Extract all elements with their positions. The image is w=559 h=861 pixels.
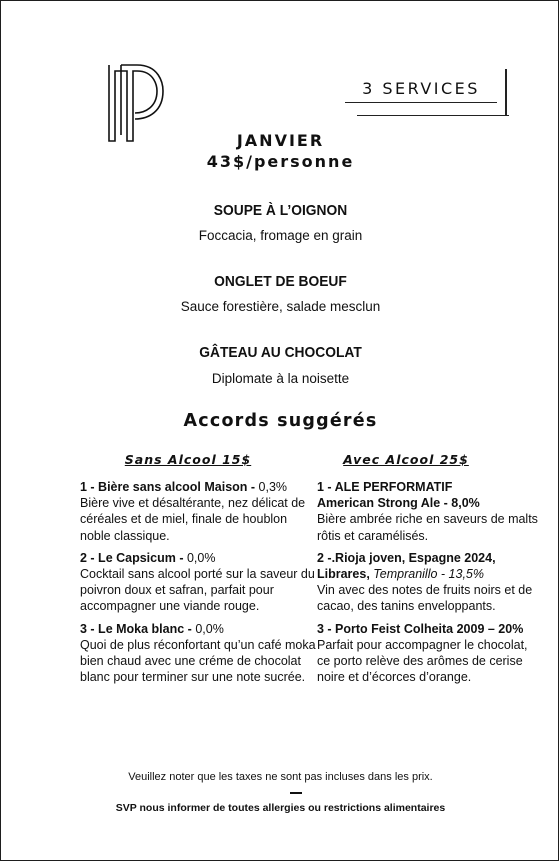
non-alcoholic-heading: Sans Alcool 15$ — [124, 452, 252, 467]
item-name: 3 - Le Moka blanc - — [80, 621, 192, 636]
menu-month: JANVIER — [236, 131, 325, 150]
item-description: Cocktail sans alcool porté sur la saveur du poivron doux et safran, parfait pour accompagner une viande rouge. — [80, 567, 315, 614]
list-item — [317, 621, 543, 686]
item-description: Vin avec des notes de fruits noirs et de cacao, des tanins enveloppants. — [317, 583, 533, 614]
dish-2-title: ONGLET DE BOEUF — [214, 273, 347, 290]
item-abv: 0,0% — [191, 621, 224, 636]
item-description: Bière vive et désaltérante, nez délicat de céréales et de miel, finale de houblon noble classique. — [80, 496, 306, 543]
divider — [290, 792, 302, 794]
list-item — [80, 621, 316, 686]
allergy-note: SVP nous informer de toutes allergies ou restrictions alimentaires — [115, 802, 446, 814]
item-name: 1 - Bière sans alcool Maison - — [80, 480, 256, 494]
alcoholic-heading: Avec Alcool 25$ — [343, 452, 469, 467]
list-item — [317, 550, 543, 615]
item-abv: 0,3% — [255, 480, 288, 494]
dish-1-title: SOUPE À L’OIGNON — [213, 202, 348, 219]
dish-2-description: Sauce forestière, salade mesclun — [180, 299, 381, 314]
item-style: American Strong Ale - 8,0% — [317, 496, 480, 511]
item-name: 1 - ALE PERFORMATIF — [317, 480, 453, 494]
menu-price: 43$/personne — [206, 152, 355, 171]
list-item — [80, 479, 316, 544]
dish-1-description: Foccacia, fromage en grain — [198, 228, 363, 243]
item-grape: Tempranillo - 13,5% — [369, 567, 484, 582]
item-abv: 0,0% — [183, 550, 216, 565]
list-item — [317, 479, 543, 544]
alcoholic-list — [317, 479, 543, 691]
item-name: 2 - Le Capsicum - — [80, 550, 184, 565]
badge-border-bottom — [345, 102, 497, 103]
badge-border-right — [505, 69, 507, 116]
badge-border-bottom-offset — [357, 115, 509, 116]
services-label: 3 SERVICES — [362, 79, 480, 98]
tax-note: Veuillez noter que les taxes ne sont pas incluses dans les prix. — [128, 771, 433, 783]
dish-3-description: Diplomate à la noisette — [211, 371, 350, 386]
item-description: Quoi de plus réconfortant qu’un café moka bien chaud avec une créme de chocolat blanc pour terminer sur une note sucrée. — [80, 637, 316, 685]
list-item — [80, 550, 316, 615]
non-alcoholic-list — [80, 479, 316, 691]
item-description: Bière ambrée riche en saveurs de malts rôtis et caramélisés. — [317, 512, 538, 543]
services-badge — [345, 69, 507, 116]
dish-3-title: GÂTEAU AU CHOCOLAT — [199, 344, 362, 361]
item-name: 3 - Porto Feist Colheita 2009 – 20% — [317, 621, 524, 636]
pairings-title: Accords suggérés — [183, 411, 378, 431]
item-description: Parfait pour accompagner le chocolat, ce porto relève des arômes de cerise noire et d’écorces d’orange. — [317, 637, 528, 685]
item-name: 2 -.Rioja joven, Espagne 2024, Librares, — [317, 550, 496, 582]
